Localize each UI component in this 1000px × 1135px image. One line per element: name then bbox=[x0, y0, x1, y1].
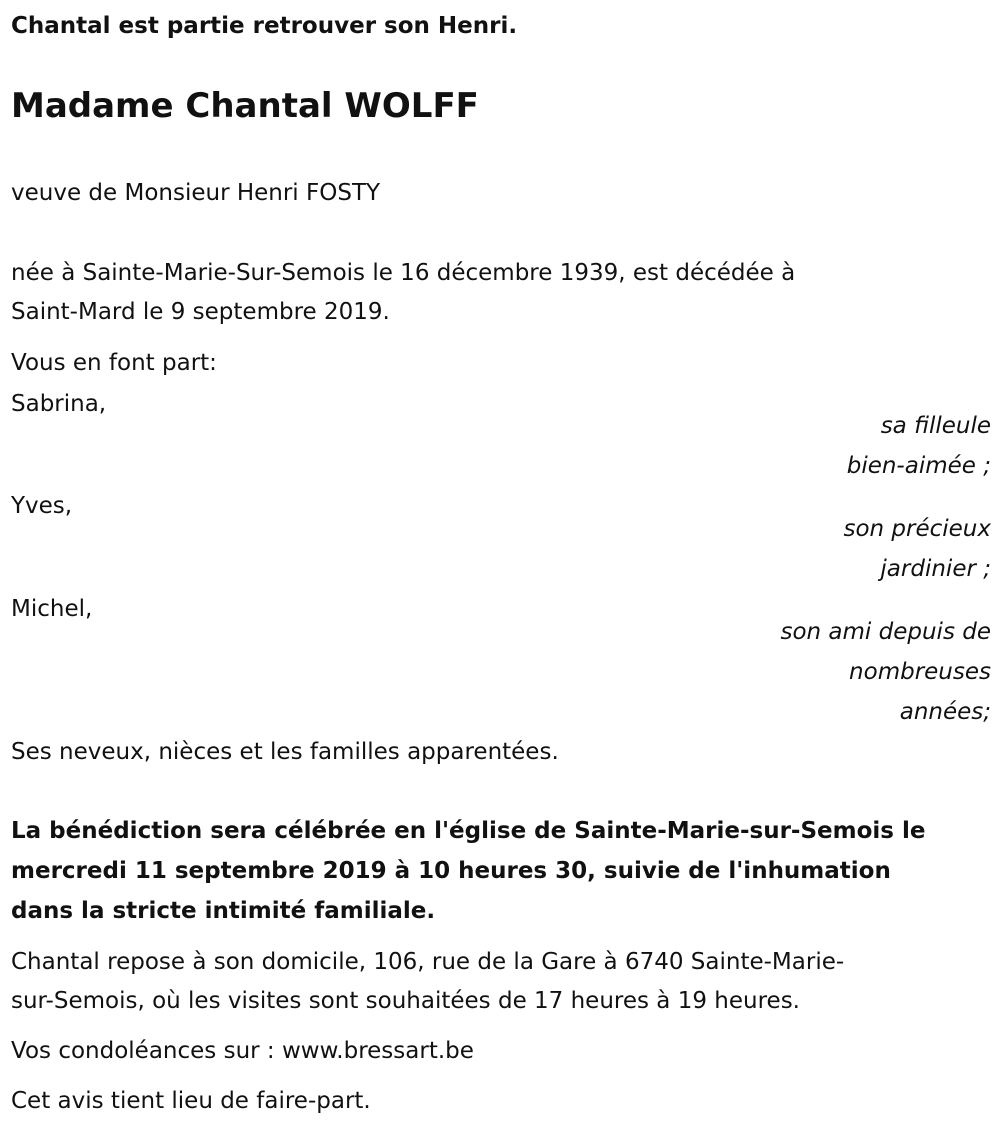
repose-line-2: sur-Semois, où les visites sont souhaitées de 17 heures à 19 heures. bbox=[11, 988, 800, 1014]
mourner-relation: nombreuses bbox=[849, 659, 991, 685]
ceremony-line-3: dans la stricte intimité familiale. bbox=[11, 898, 436, 924]
mourner-name: Sabrina, bbox=[11, 391, 107, 417]
headline: Chantal est partie retrouver son Henri. bbox=[11, 13, 518, 39]
birth-death-line-2: Saint-Mard le 9 septembre 2019. bbox=[11, 299, 390, 325]
closing-line: Cet avis tient lieu de faire-part. bbox=[11, 1088, 371, 1114]
condolences-line: Vos condoléances sur : www.bressart.be bbox=[11, 1038, 474, 1064]
ceremony-line-1: La bénédiction sera célébrée en l'église de Sainte-Marie-sur-Semois le bbox=[11, 818, 926, 844]
mourner-relation: années; bbox=[899, 699, 991, 725]
family-line: Ses neveux, nièces et les familles apparentées. bbox=[11, 739, 559, 765]
deceased-name: Madame Chantal WOLFF bbox=[11, 86, 479, 126]
announce-intro: Vous en font part: bbox=[11, 350, 217, 376]
mourner-name: Michel, bbox=[11, 596, 93, 622]
mourner-relation: sa filleule bbox=[880, 413, 991, 439]
widow-line: veuve de Monsieur Henri FOSTY bbox=[11, 180, 381, 206]
mourner-relation: bien-aimée ; bbox=[846, 453, 991, 479]
mourner-name: Yves, bbox=[11, 493, 73, 519]
mourner-relation: son précieux bbox=[843, 516, 991, 542]
birth-death-line-1: née à Sainte-Marie-Sur-Semois le 16 décembre 1939, est décédée à bbox=[11, 260, 796, 286]
ceremony-line-2: mercredi 11 septembre 2019 à 10 heures 30, suivie de l'inhumation bbox=[11, 858, 891, 884]
mourner-relation: jardinier ; bbox=[880, 556, 991, 582]
repose-line-1: Chantal repose à son domicile, 106, rue de la Gare à 6740 Sainte-Marie- bbox=[11, 949, 845, 975]
mourner-relation: son ami depuis de bbox=[780, 619, 991, 645]
